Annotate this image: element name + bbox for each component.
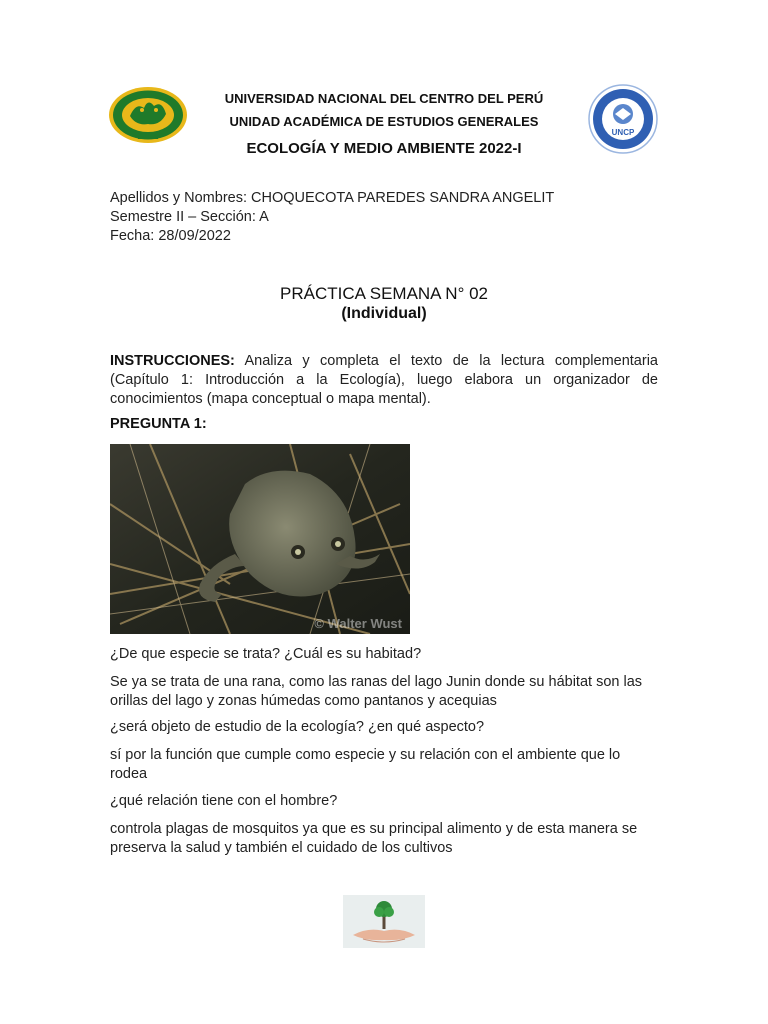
uncp-logo-text: UNCP [611,128,635,137]
question-relation: ¿qué relación tiene con el hombre? [110,793,338,809]
student-name: Apellidos y Nombres: CHOQUECOTA PAREDES SANDRA ANGELIT [110,190,555,206]
answer-ecology: sí por la función que cumple como especie y su relación con el ambiente que lo rodea [110,747,621,782]
practice-subtitle: (Individual) [341,305,427,322]
university-logo-left [108,86,188,144]
frog-photo [110,444,410,634]
instructions-label: INSTRUCCIONES: [110,353,235,369]
answer-species: Se ya se trata de una rana, como las ranas del lago Junin donde su hábitat son las orillas del lago y zonas húmedas como pantanos y acequias [110,674,643,709]
instructions [110,352,658,409]
photo-watermark: © Walter Wust [314,616,402,631]
hands-tree-image [343,895,425,948]
question-1-label: PREGUNTA 1: [110,416,207,432]
question-ecology: ¿será objeto de estudio de la ecología? ¿en qué aspecto? [110,719,485,735]
university-name: UNIVERSIDAD NACIONAL DEL CENTRO DEL PERÚ [224,91,544,106]
student-info [110,189,554,246]
assignment-date: Fecha: 28/09/2022 [110,228,231,244]
practice-title: PRÁCTICA SEMANA N° 02 [279,284,489,303]
instructions-text: Analiza y completa el texto de la lectura complementaria (Capítulo 1: Introducción a la Ecología), luego elabora un organizador de conocimientos (mapa conceptual o mapa mental). [110,353,658,407]
student-semester: Semestre II – Sección: A [110,209,269,225]
academic-unit-name: UNIDAD ACADÉMICA DE ESTUDIOS GENERALES [229,114,539,129]
academic-unit-logo-right [588,84,658,154]
question-species: ¿De que especie se trata? ¿Cuál es su habitad? [110,646,422,662]
course-title: ECOLOGÍA Y MEDIO AMBIENTE 2022-I [246,140,522,157]
answer-relation: controla plagas de mosquitos ya que es su principal alimento y de esta manera se preserva la salud y también el cuidado de los cultivos [110,821,638,856]
